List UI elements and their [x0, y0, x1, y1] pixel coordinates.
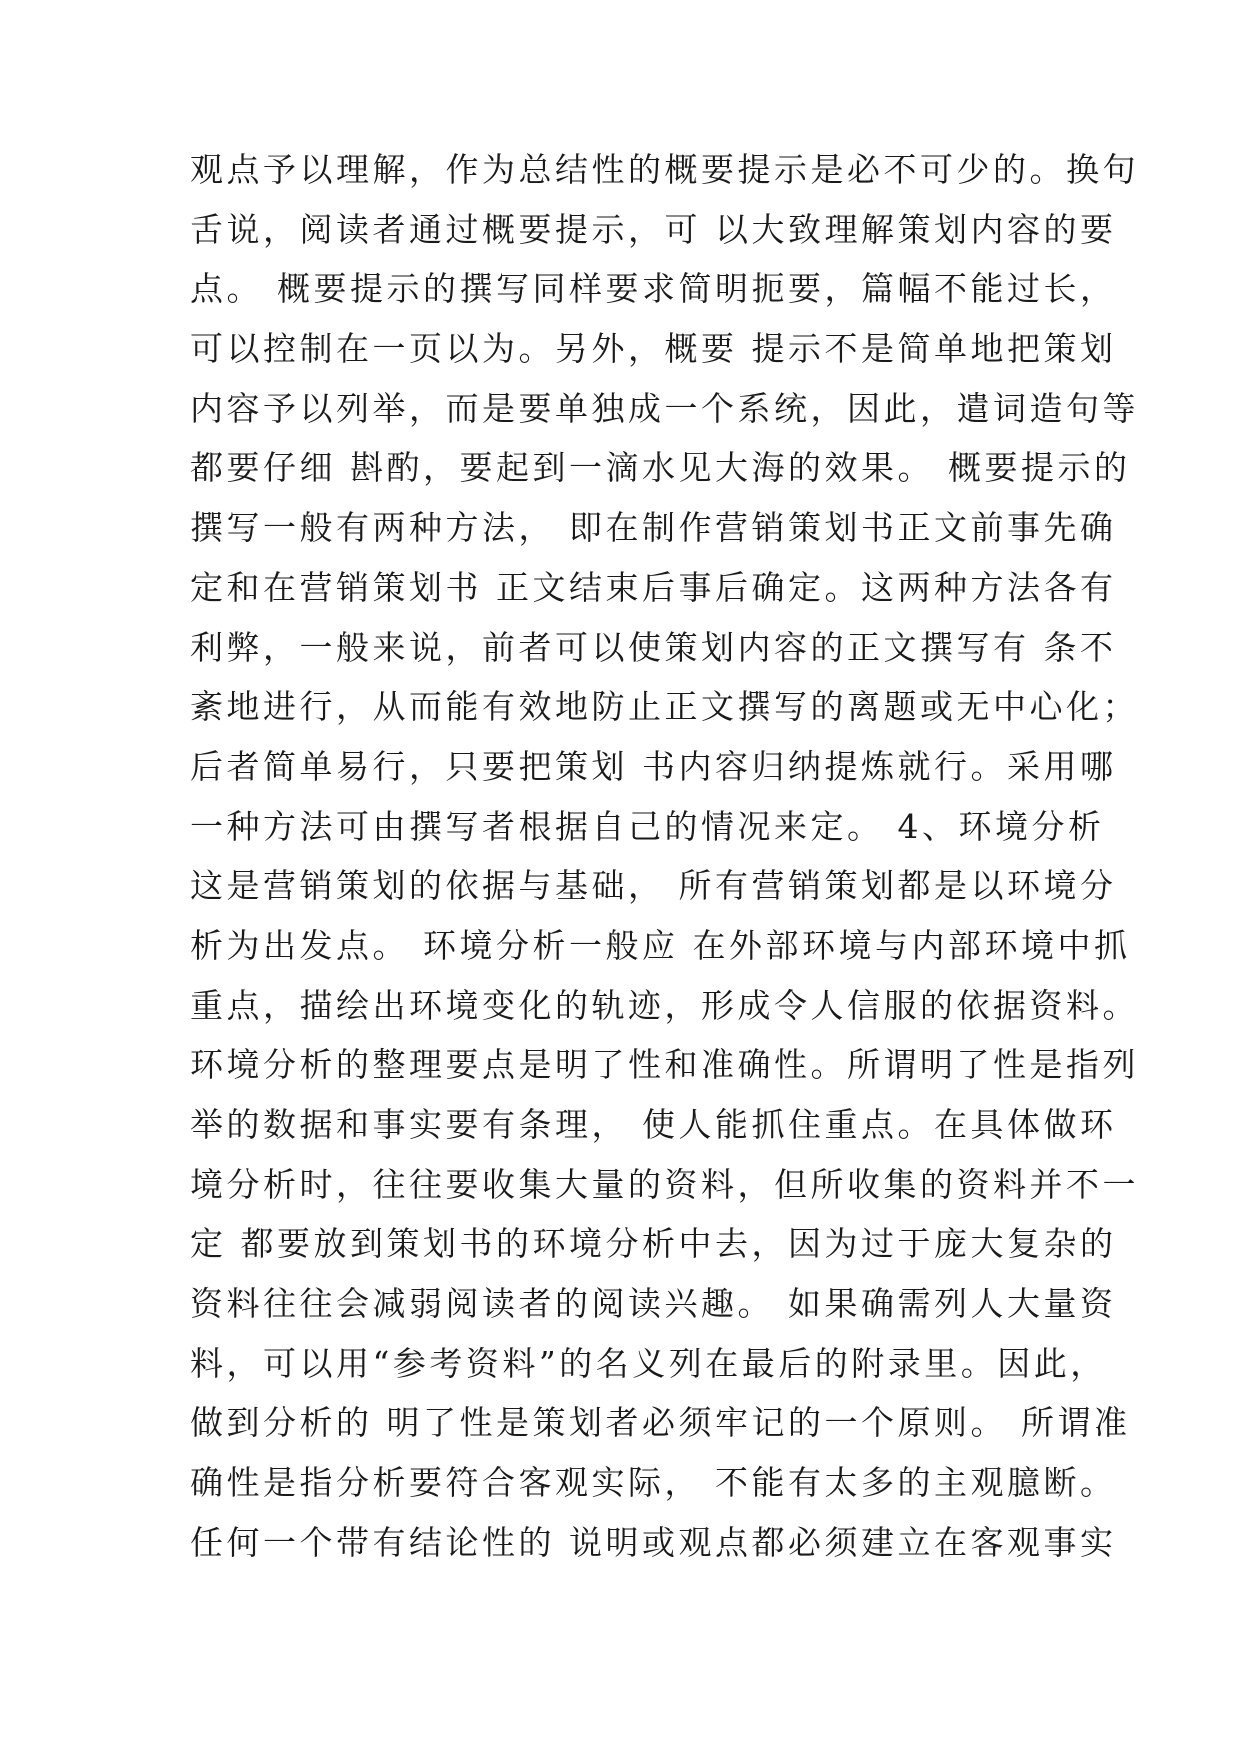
text-line: 料，可以用“参考资料”的名义列在最后的附录里。因此， [190, 1343, 1107, 1383]
text-line: 重点，描绘出环境变化的轨迹，形成令人信服的依据资料。 [190, 985, 1139, 1025]
text-line: 这是营销策划的依据与基础， 所有营销策划都是以环境分 [190, 866, 1117, 906]
text-line: 析为出发点。 环境分析一般应 在外部环境与内部环境中抓 [190, 925, 1131, 965]
text-line: 环境分析的整理要点是明了性和准确性。所谓明了性是指列 [190, 1045, 1139, 1085]
text-line: 定和在营销策划书 正文结束后事后确定。这两种方法各有 [190, 567, 1117, 607]
text-line: 内容予以列举，而是要单独成一个系统，因此，遣词造句等 [190, 388, 1139, 428]
text-line: 撰写一般有两种方法， 即在制作营销策划书正文前事先确 [190, 508, 1117, 548]
text-line: 后者简单易行，只要把策划 书内容归纳提炼就行。采用哪 [190, 746, 1117, 786]
text-line: 利弊，一般来说，前者可以使策划内容的正文撰写有 条不 [190, 627, 1117, 667]
text-line: 确性是指分析要符合客观实际， 不能有太多的主观臆断。 [190, 1463, 1117, 1503]
text-line: 境分析时，往往要收集大量的资料，但所收集的资料并不一 [190, 1164, 1139, 1204]
text-line: 举的数据和事实要有条理， 使人能抓住重点。在具体做环 [190, 1105, 1117, 1144]
text-line: 可以控制在一页以为。另外，概要 提示不是简单地把策划 [190, 329, 1117, 369]
text-line: 一种方法可由撰写者根据自己的情况来定。 4、环境分析 [190, 806, 1105, 846]
text-line: 点。 概要提示的撰写同样要求简明扼要，篇幅不能过长， [190, 269, 1117, 309]
text-line: 任何一个带有结论性的 说明或观点都必须建立在客观事实 [190, 1522, 1117, 1562]
text-line: 舌说，阅读者通过概要提示，可 以大致理解策划内容的要 [190, 209, 1117, 249]
text-line: 都要仔细 斟酌，要起到一滴水见大海的效果。 概要提示的 [190, 448, 1131, 488]
text-line: 紊地进行，从而能有效地防止正文撰写的离题或无中心化； [190, 687, 1139, 727]
text-line: 定 都要放到策划书的环境分析中去，因为过于庞大复杂的 [190, 1224, 1117, 1264]
body-paragraph [190, 140, 1139, 1573]
text-line: 资料往往会减弱阅读者的阅读兴趣。 如果确需列人大量资 [190, 1284, 1117, 1324]
text-line: 做到分析的 明了性是策划者必须牢记的一个原则。 所谓准 [190, 1403, 1131, 1443]
text-line: 观点予以理解，作为总结性的概要提示是必不可少的。换句 [190, 150, 1139, 189]
